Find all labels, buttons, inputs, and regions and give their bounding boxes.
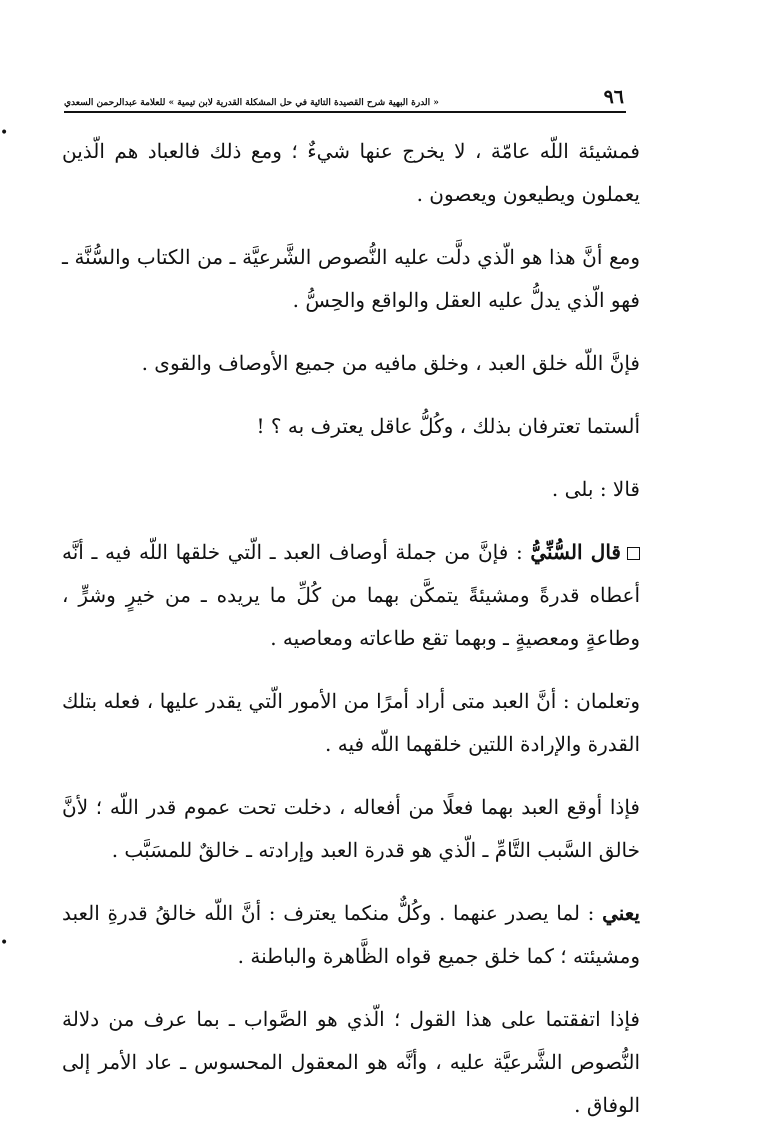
header-rule xyxy=(64,111,626,113)
paragraph-1: فمشيئة اللّه عامّة ، لا يخرج عنها شيءٌ ؛ ومع ذلك فالعباد هم الّذين يعملون ويطيعون ويعصون . xyxy=(62,139,640,206)
scan-mark-dot: • xyxy=(0,125,9,141)
running-title: « الدرة البهية شرح القصيدة التائية في حل المشكلة القدرية لابن تيمية » للعلامة عبدالرحمن السعدي xyxy=(64,98,439,108)
speaker-label: قال السُّنِّيُّ xyxy=(530,540,621,564)
paragraph-8: فإذا أوقع العبد بهما فعلًا من أفعاله ، دخلت تحت عموم قدر اللّه ؛ لأنَّ خالق السَّبب التَّامِّ ـ الّذي هو قدرة العبد وإرادته ـ خالقٌ للمسَبَّب . xyxy=(62,795,640,862)
paragraph-4: ألستما تعترفان بذلك ، وكُلُّ عاقل يعترف به ؟ ! xyxy=(256,414,640,438)
paragraph-3: فإنَّ اللّه خلق العبد ، وخلق مافيه من جميع الأوصاف والقوى . xyxy=(141,351,640,375)
square-bullet-icon xyxy=(627,547,640,560)
page-number: ٩٦ xyxy=(603,86,624,108)
explanation-label: يعني xyxy=(602,901,640,925)
paragraph-5: قالا : بلى . xyxy=(551,477,640,501)
page-header xyxy=(64,86,624,108)
paragraph-10: فإذا اتفقتما على هذا القول ؛ الّذي هو الصَّواب ـ بما عرف من دلالة النُّصوص الشَّرعيَّة عليه ، وأنَّه هو المعقول المحسوس ـ عاد الأمر إلى الوفاق . xyxy=(62,1007,641,1117)
paragraph-7: وتعلمان : أنَّ العبد متى أراد أمرًا من الأمور الّتي يقدر عليها ، فعله بتلك القدرة والإرادة اللتين خلقهما اللّه فيه . xyxy=(62,689,640,756)
page-body xyxy=(62,130,640,1127)
paragraph-6: قال السُّنِّيُّ : فإنَّ من جملة أوصاف العبد ـ الّتي خلقها اللّه فيه ـ أنَّه أعطاه قدرةً ومشيئةً يتمكَّن بهما من كُلِّ ما يريده ـ من خيرٍ وشرٍّ ، وطاعةٍ ومعصيةٍ ـ وبهما تقع طاعاته ومعاصيه . xyxy=(62,540,640,650)
scan-mark-dot: • xyxy=(0,935,9,951)
paragraph-9: يعني : لما يصدر عنهما . وكُلٌّ منكما يعترف : أنَّ اللّه خالقُ قدرةِ العبد ومشيئته ؛ كما خلق جميع قواه الظَّاهرة والباطنة . xyxy=(62,901,640,968)
paragraph-2: ومع أنَّ هذا هو الّذي دلَّت عليه النُّصوص الشَّرعيَّة ـ من الكتاب والسُّنَّة ـ فهو الّذي يدلُّ عليه العقل والواقع والحِسُّ . xyxy=(62,245,640,312)
